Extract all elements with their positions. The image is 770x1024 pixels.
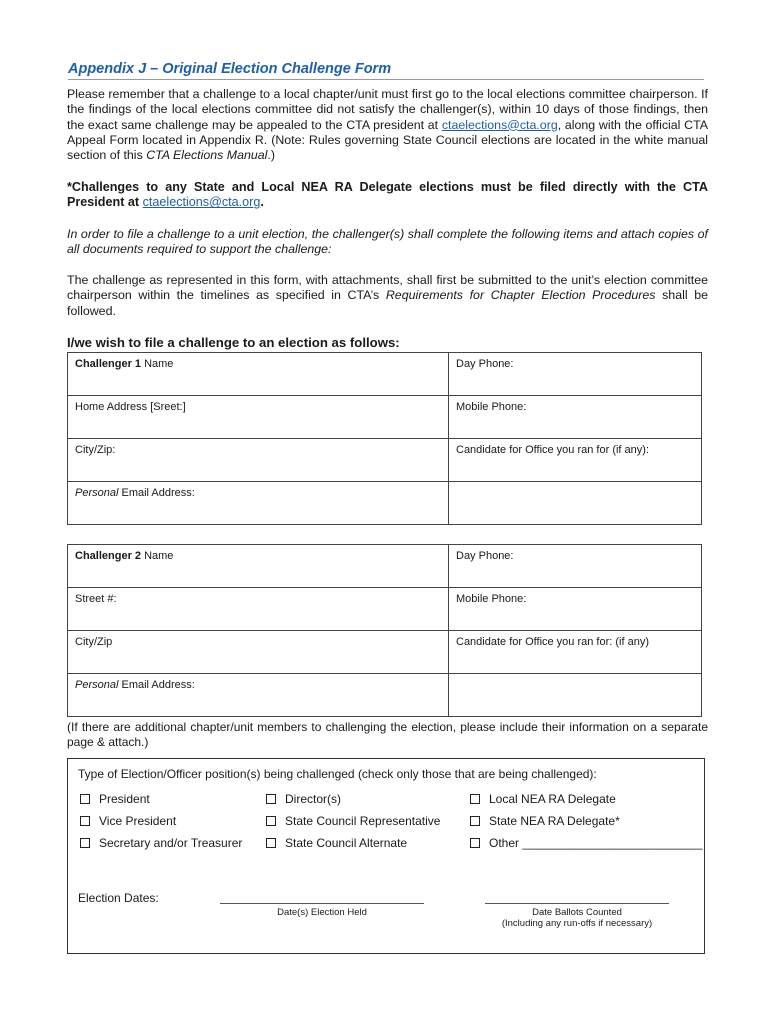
notice-text: *Challenges to any State and Local NEA RA Delegate elections must be filed directly with the CTA President at xyxy=(67,180,708,210)
challenger-2-name-field[interactable] xyxy=(68,545,449,588)
submission-paragraph xyxy=(67,273,708,319)
challenger-1-day-phone-field[interactable] xyxy=(449,353,702,396)
challenger-2-email-field[interactable] xyxy=(68,674,449,717)
ballots-counted-label: Date Ballots Counted xyxy=(532,907,622,918)
checkbox-icon[interactable] xyxy=(80,838,90,848)
candidate-label: Candidate for Office you ran for (if any): xyxy=(456,444,649,456)
option-other[interactable] xyxy=(470,836,703,850)
checkbox-icon[interactable] xyxy=(80,794,90,804)
date-line xyxy=(485,903,669,904)
option-label: State Council Representative xyxy=(285,814,441,828)
home-address-label: Home Address [Sreet:] xyxy=(75,401,186,413)
checkbox-icon[interactable] xyxy=(80,816,90,826)
option-local-nea-ra-delegate[interactable] xyxy=(470,792,616,806)
challenger-2-name-label: Name xyxy=(141,550,174,562)
challenger-1-address-field[interactable] xyxy=(68,396,449,439)
intro-text-1: Please remember that a challenge to a local chapter/unit must first go to the local elections committee chairperson. If the findings of the local elections committee did not satisfy the challenger(s), within 10 days of those findings, then the exact same challenge may be appealed to the CTA president at xyxy=(67,87,708,132)
additional-members-note: (If there are additional chapter/unit members to challenging the election, please include their information on a separate page & attach.) xyxy=(67,720,708,750)
street-label: Street #: xyxy=(75,593,117,605)
requirements-doc: Requirements for Chapter Election Procedures xyxy=(385,288,656,303)
notice-email-link[interactable]: ctaelections@cta.org xyxy=(142,195,261,210)
challenger-2-blank-cell xyxy=(449,674,702,717)
email-label: Email Address: xyxy=(118,679,195,691)
challenger-1-name-field[interactable] xyxy=(68,353,449,396)
election-held-field[interactable] xyxy=(220,903,424,918)
challenger-2-street-field[interactable] xyxy=(68,588,449,631)
email-label: Email Address: xyxy=(118,487,195,499)
challenger-1-table xyxy=(67,352,702,525)
option-label: State Council Alternate xyxy=(285,836,408,850)
challenger-2-table xyxy=(67,544,702,717)
checkbox-icon[interactable] xyxy=(470,794,480,804)
option-state-council-alternate[interactable] xyxy=(266,836,407,850)
option-label: President xyxy=(99,792,150,806)
challenger-2-city-zip-field[interactable] xyxy=(68,631,449,674)
election-held-label: Date(s) Election Held xyxy=(277,907,367,918)
option-label: Local NEA RA Delegate xyxy=(489,792,616,806)
email-personal-label: Personal xyxy=(75,487,119,499)
section-heading: I/we wish to file a challenge to an election as follows: xyxy=(67,335,400,350)
option-label: Other ___________________________ xyxy=(489,836,703,850)
election-type-instruction: Type of Election/Officer position(s) being challenged (check only those that are being challenged): xyxy=(78,767,597,781)
challenger-2-candidate-field[interactable] xyxy=(449,631,702,674)
ballots-counted-field[interactable] xyxy=(485,903,669,929)
challenger-1-candidate-field[interactable] xyxy=(449,439,702,482)
ballots-counted-note: (Including any run-offs if necessary) xyxy=(501,918,653,929)
challenger-1-city-zip-field[interactable] xyxy=(68,439,449,482)
election-dates-label: Election Dates: xyxy=(78,891,159,905)
challenger-2-label: Challenger 2 xyxy=(75,550,142,562)
instruction-paragraph: In order to file a challenge to a unit election, the challenger(s) shall complete the following items and attach copies of all documents required to support the challenge: xyxy=(67,227,708,257)
day-phone-label: Day Phone: xyxy=(456,550,514,562)
notice-paragraph xyxy=(67,180,708,211)
day-phone-label: Day Phone: xyxy=(456,358,514,370)
option-label: Director(s) xyxy=(285,792,341,806)
mobile-phone-label: Mobile Phone: xyxy=(456,593,527,605)
checkbox-icon[interactable] xyxy=(266,838,276,848)
challenger-1-mobile-field[interactable] xyxy=(449,396,702,439)
checkbox-icon[interactable] xyxy=(470,838,480,848)
option-president[interactable] xyxy=(80,792,150,806)
page-title: Appendix J – Original Election Challenge Form xyxy=(68,61,704,80)
date-line xyxy=(220,903,424,904)
challenger-1-name-label: Name xyxy=(141,358,174,370)
city-zip-label: City/Zip xyxy=(75,636,113,648)
checkbox-icon[interactable] xyxy=(470,816,480,826)
email-personal-label: Personal xyxy=(75,679,119,691)
city-zip-label: City/Zip: xyxy=(75,444,116,456)
option-label: State NEA RA Delegate* xyxy=(489,814,620,828)
option-label: Secretary and/or Treasurer xyxy=(99,836,243,850)
option-state-council-representative[interactable] xyxy=(266,814,440,828)
intro-paragraph xyxy=(67,87,708,163)
challenger-1-email-field[interactable] xyxy=(68,482,449,525)
election-type-box xyxy=(67,758,705,954)
challenger-2-day-phone-field[interactable] xyxy=(449,545,702,588)
option-vice-president[interactable] xyxy=(80,814,176,828)
candidate-label: Candidate for Office you ran for: (if any) xyxy=(456,636,649,648)
intro-email-link[interactable]: ctaelections@cta.org xyxy=(441,117,558,132)
option-label: Vice President xyxy=(99,814,177,828)
option-directors[interactable] xyxy=(266,792,341,806)
option-state-nea-ra-delegate[interactable] xyxy=(470,814,620,828)
challenger-1-label: Challenger 1 xyxy=(75,358,142,370)
challenger-1-blank-cell xyxy=(449,482,702,525)
mobile-phone-label: Mobile Phone: xyxy=(456,401,527,413)
checkbox-icon[interactable] xyxy=(266,794,276,804)
intro-text-2: , along with the official CTA Appeal Form located in Appendix R. (Note: Rules governing State Council elections are located in the white manual section of this xyxy=(67,117,708,163)
manual-name: CTA Elections Manual xyxy=(146,148,268,163)
option-secretary-treasurer[interactable] xyxy=(80,836,242,850)
notice-end: . xyxy=(260,195,264,210)
intro-text-3: .) xyxy=(267,148,275,163)
checkbox-icon[interactable] xyxy=(266,816,276,826)
submission-text-2: shall be followed. xyxy=(67,288,709,318)
submission-text-1: The challenge as represented in this form, with attachments, shall first be submitted to the unit’s election committee chairperson within the timelines as specified in CTA’s xyxy=(67,273,708,303)
challenger-2-mobile-field[interactable] xyxy=(449,588,702,631)
